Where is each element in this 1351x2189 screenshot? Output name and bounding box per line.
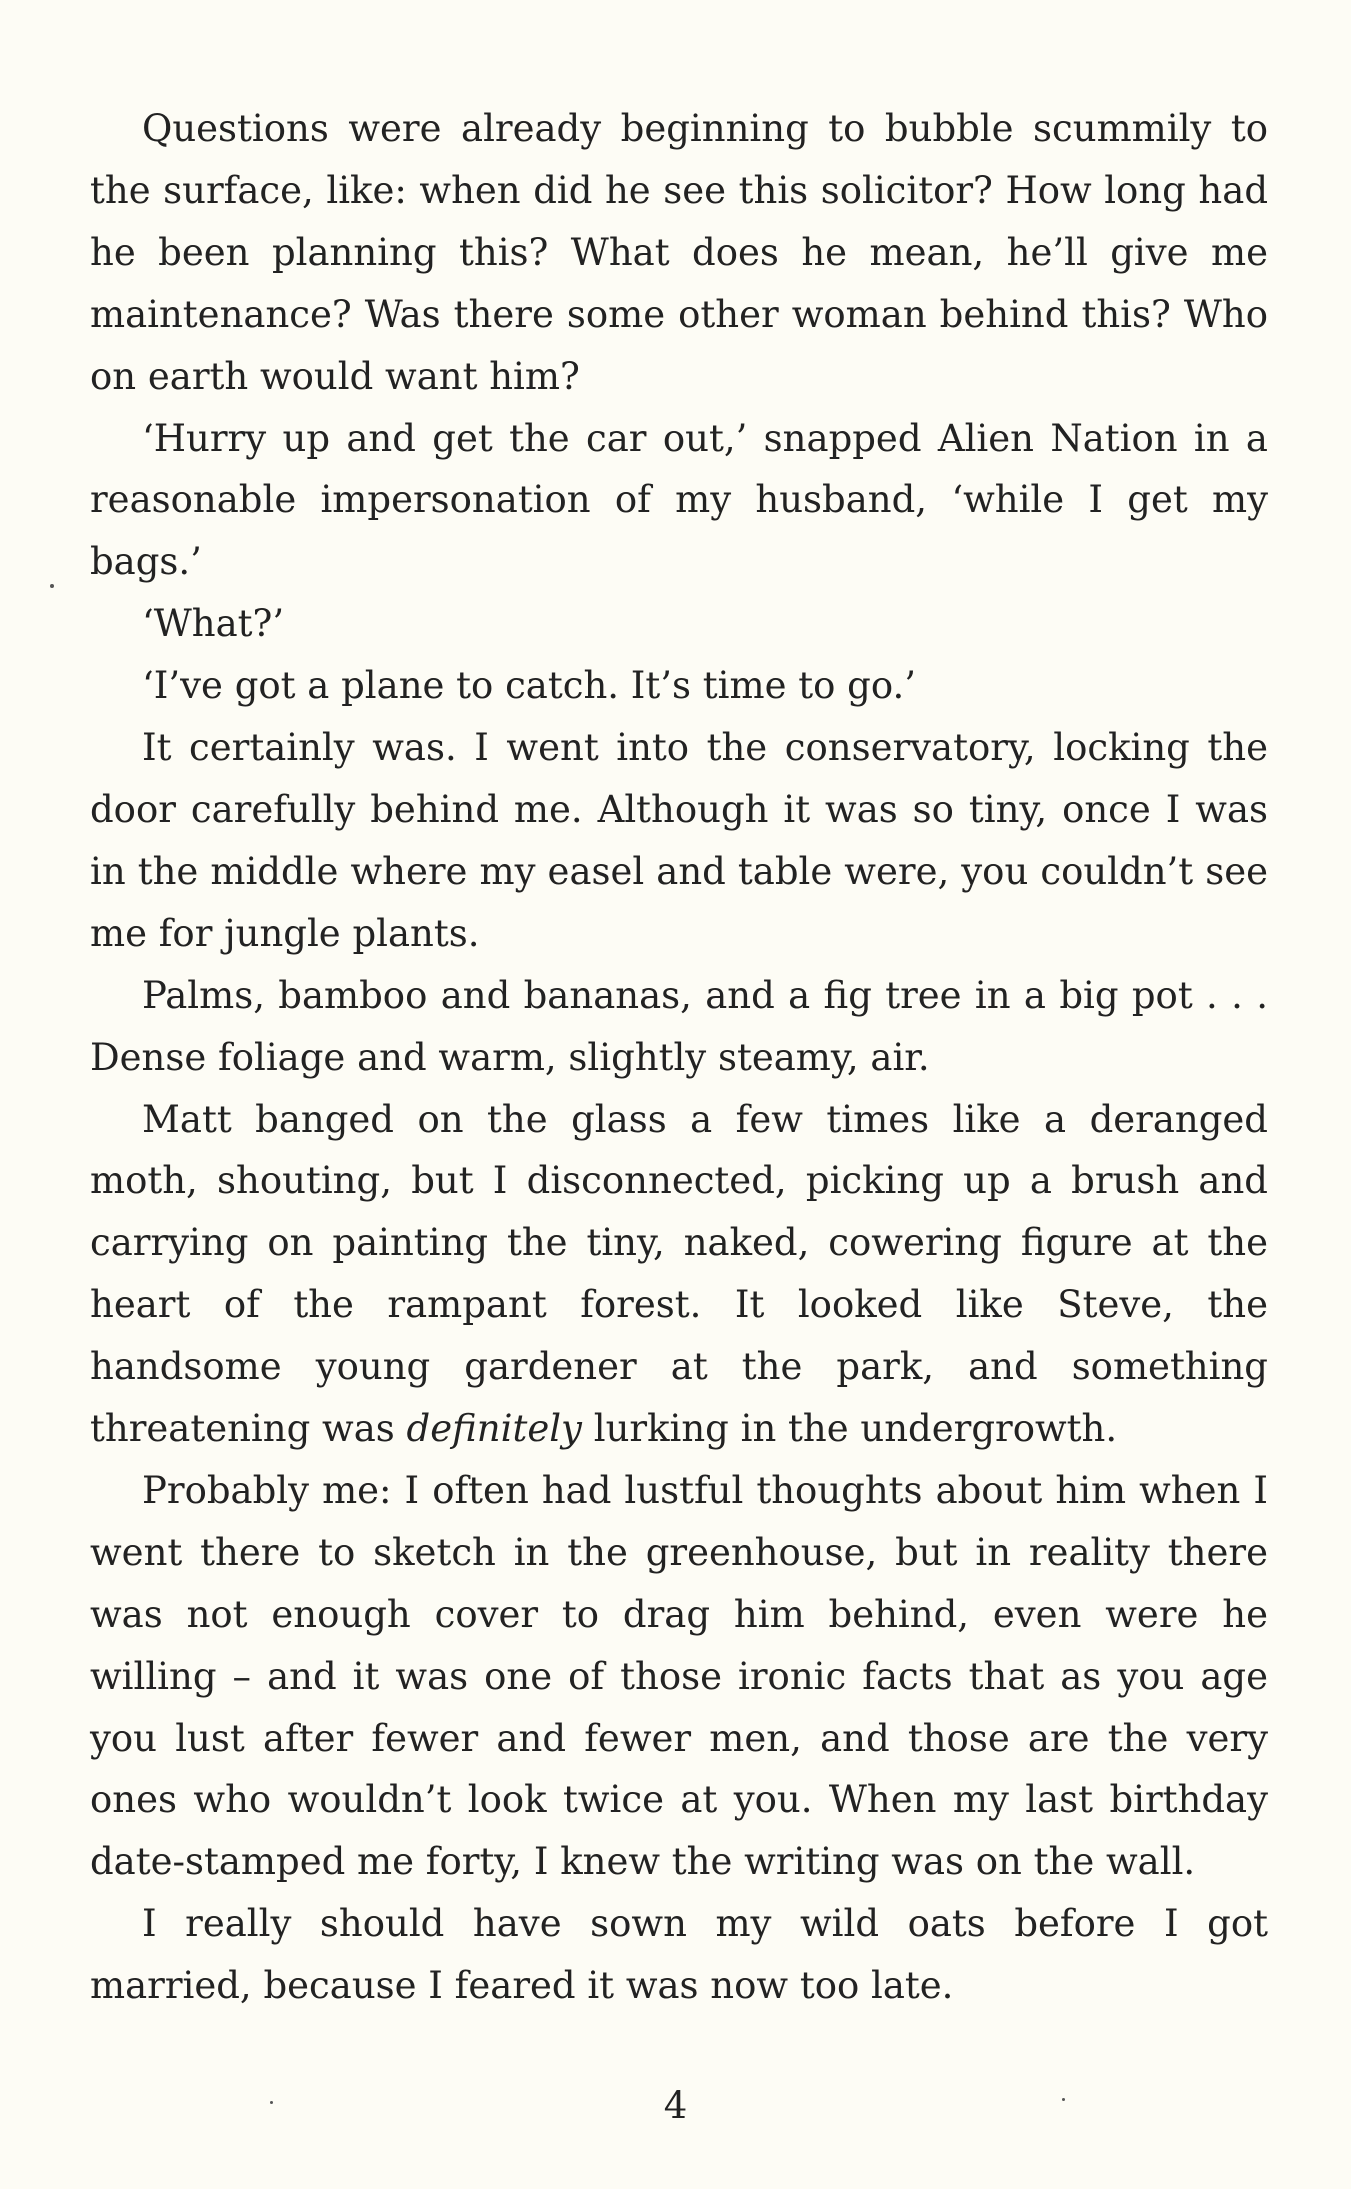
body-text xyxy=(90,98,1268,2017)
paragraph-text: lurking in the undergrowth. xyxy=(581,1407,1118,1451)
paragraph: ‘I’ve got a plane to catch. It’s time to go.’ xyxy=(142,664,916,708)
paragraph: It certainly was. I went into the conservatory, locking the door carefully behind me. Although it was so tiny, once I was in the middle where my easel and table were, you couldn’t see me for jungle plants. xyxy=(90,726,1268,955)
paragraph: ‘Hurry up and get the car out,’ snapped Alien Nation in a reasonable impersonation of my husband, ‘while I get my bags.’ xyxy=(90,416,1268,584)
scan-speck xyxy=(1062,2098,1065,2101)
paragraph: Palms, bamboo and bananas, and a fig tree in a big pot . . . Dense foliage and warm, slightly steamy, air. xyxy=(90,973,1268,1079)
scan-speck xyxy=(270,2101,273,2104)
paragraph-with-emphasis xyxy=(90,1089,1268,1460)
scan-speck xyxy=(50,584,54,588)
paragraph-text: Matt banged on the glass a few times like a deranged moth, shouting, but I disconnected, picking up a brush and carrying on painting the tiny, naked, cowering figure at the heart of the rampant forest. It looked like Steve, the handsome young gardener at the park, and something threatening was xyxy=(90,1097,1268,1451)
paragraph: Questions were already beginning to bubble scummily to the surface, like: when did he see this solicitor? How long had he been planning this? What does he mean, he’ll give me maintenance? Was there some other woman behind this? Who on earth would want him? xyxy=(90,107,1268,398)
emphasized-word: definitely xyxy=(406,1407,582,1451)
page-number: 4 xyxy=(663,2084,688,2127)
paragraph: I really should have sown my wild oats before I got married, because I feared it was now too late. xyxy=(90,1902,1268,2008)
paragraph: Probably me: I often had lustful thoughts about him when I went there to sketch in the greenhouse, but in reality there was not enough cover to drag him behind, even were he willing – and it was one of those ironic facts that as you age you lust after fewer and fewer men, and those are the very ones who wouldn’t look twice at you. When my last birthday date-stamped me forty, I knew the writing was on the wall. xyxy=(90,1468,1268,1884)
paragraph: ‘What?’ xyxy=(142,602,285,646)
